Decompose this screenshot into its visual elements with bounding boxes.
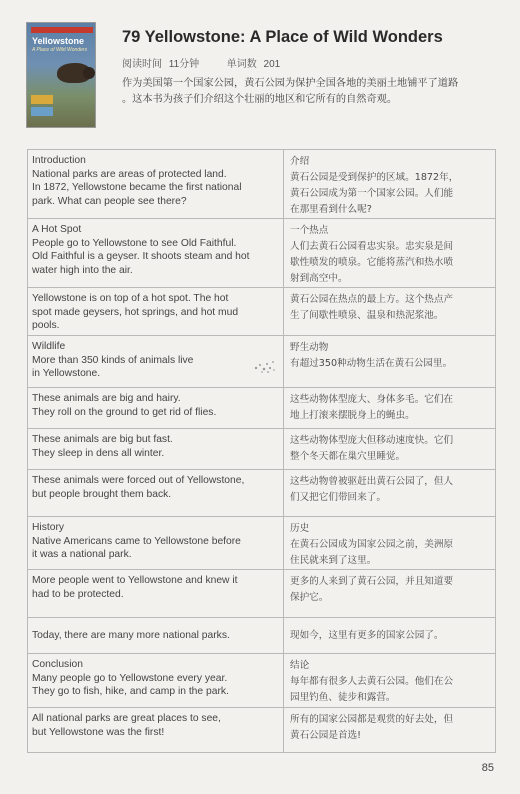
english-line: Many people go to Yellowstone every year. [32, 672, 228, 684]
english-cell [28, 570, 284, 618]
chinese-cell [284, 219, 496, 288]
english-line: spot made geysers, hot springs, and hot mud [32, 306, 239, 318]
english-line: They sleep in dens all winter. [32, 447, 165, 459]
chinese-line: 在黄石公园成为国家公园之前，美洲原 [290, 539, 454, 550]
english-cell [28, 150, 284, 219]
reading-time-label: 阅读时间 [122, 59, 162, 70]
chinese-cell [284, 517, 496, 570]
english-line: water high into the air. [32, 264, 133, 276]
reading-time-value: 11分钟 [168, 59, 200, 70]
reading-meta [122, 55, 284, 70]
english-line: but Yellowstone was the first! [32, 726, 165, 738]
chinese-line: 园里钓鱼、徒步和露营。 [290, 692, 396, 703]
english-line: Yellowstone is on top of a hot spot. The hot [32, 293, 229, 304]
english-line: More people went to Yellowstone and knew it [32, 575, 238, 586]
english-line: park. What can people see there? [32, 195, 187, 207]
english-cell [28, 654, 284, 708]
english-line: Native Americans came to Yellowstone before [32, 535, 241, 547]
english-cell [28, 288, 284, 336]
chinese-line: 所有的国家公园都是观赏的好去处，但 [290, 714, 454, 725]
english-line: Today, there are many more national parks. [32, 629, 230, 641]
chinese-line: 黄石公园在热点的最上方。这个热点产 [290, 294, 454, 305]
cover-title: Yellowstone [32, 36, 85, 46]
table-row [28, 570, 496, 618]
sparkle-decoration-icon [252, 356, 278, 376]
english-cell [28, 618, 284, 654]
chinese-cell [284, 336, 496, 388]
english-cell [28, 388, 284, 429]
chinese-line: 介绍 [290, 156, 310, 167]
english-line: They go to fish, hike, and camp in the park. [32, 686, 229, 697]
bilingual-text-table [27, 149, 496, 753]
chinese-line: 黄石公园是首选! [290, 730, 362, 741]
english-line: Introduction [32, 155, 86, 166]
chinese-line: 生了间歇性喷泉、温泉和热泥浆池。 [290, 310, 444, 321]
table-row [28, 388, 496, 429]
english-line: Old Faithful is a geyser. It shoots steam and hot [32, 251, 250, 262]
chinese-line: 这些动物体型庞大、身体多毛。它们在 [290, 394, 454, 405]
english-line: They roll on the ground to get rid of flies. [32, 406, 217, 418]
chinese-cell [284, 470, 496, 517]
chinese-line: 整个冬天都在巢穴里睡觉。 [290, 451, 406, 462]
table-row [28, 150, 496, 219]
chinese-line: 有超过350种动物生活在黄石公园里。 [290, 358, 453, 369]
chinese-line: 这些动物曾被驱赶出黄石公园了，但人 [290, 476, 454, 487]
intro-line: 作为美国第一个国家公园，黄石公园为保护全国各地的美丽土地铺平了道路 [122, 78, 459, 89]
english-cell [28, 219, 284, 288]
english-line: These animals are big but fast. [32, 434, 173, 445]
english-line: but people brought them back. [32, 488, 172, 500]
table-row [28, 708, 496, 753]
english-line: had to be protected. [32, 588, 124, 600]
english-line: These animals were forced out of Yellowstone, [32, 475, 245, 486]
english-line: A Hot Spot [32, 224, 82, 235]
english-cell [28, 708, 284, 753]
chinese-cell [284, 570, 496, 618]
chinese-line: 歇性喷发的喷泉。它能将蒸汽和热水喷 [290, 257, 454, 268]
english-line: Conclusion [32, 659, 83, 670]
table-row [28, 470, 496, 517]
chinese-line: 保护它。 [290, 592, 329, 603]
chinese-line: 黄石公园成为第一个国家公园。人们能 [290, 188, 454, 199]
chinese-line: 黄石公园是受到保护的区域。1872年， [290, 172, 459, 183]
english-cell [28, 517, 284, 570]
table-row [28, 288, 496, 336]
intro-line: 。这本书为孩子们介绍这个壮丽的地区和它所有的自然奇观。 [122, 94, 398, 105]
chinese-line: 现如今，这里有更多的国家公园了。 [290, 629, 444, 641]
chinese-line: 一个热点 [290, 225, 329, 236]
word-count-value: 201 [263, 59, 281, 70]
english-line: Wildlife [32, 341, 66, 352]
chinese-cell [284, 150, 496, 219]
chinese-line: 历史 [290, 523, 310, 534]
english-line: it was a national park. [32, 549, 132, 560]
bison-head-illustration [83, 67, 95, 79]
word-count-label: 单词数 [226, 59, 257, 70]
book-cover-image [26, 22, 96, 128]
table-row [28, 517, 496, 570]
cover-photo-thumb [31, 107, 53, 116]
chinese-line: 射到高空中。 [290, 273, 348, 284]
english-line: in Yellowstone. [32, 368, 101, 379]
chinese-line: 更多的人来到了黄石公园，并且知道要 [290, 576, 454, 587]
chinese-cell [284, 388, 496, 429]
table-row [28, 219, 496, 288]
english-line: People go to Yellowstone to see Old Faithful. [32, 237, 237, 249]
english-line: pools. [32, 320, 60, 331]
chinese-cell [284, 429, 496, 470]
table-row [28, 429, 496, 470]
page-title: 79 Yellowstone: A Place of Wild Wonders [122, 28, 443, 46]
chinese-cell [284, 618, 496, 654]
english-line: These animals are big and hairy. [32, 393, 181, 404]
chinese-line: 住民就来到了这里。 [290, 555, 377, 566]
cover-subtitle: A Place of Wild Wonders [32, 47, 88, 53]
english-line: In 1872, Yellowstone became the first national [32, 182, 242, 193]
chinese-cell [284, 708, 496, 753]
chinese-cell [284, 288, 496, 336]
chinese-line: 在那里看到什么呢? [290, 204, 372, 215]
english-cell [28, 429, 284, 470]
english-cell [28, 336, 284, 388]
chinese-line: 结论 [290, 660, 310, 671]
cover-banner [31, 27, 93, 33]
chinese-line: 这些动物体型庞大但移动速度快。它们 [290, 435, 454, 446]
chinese-line: 们又把它们带回来了。 [290, 492, 386, 503]
english-line: History [32, 522, 65, 533]
table-row [28, 618, 496, 654]
chinese-cell [284, 654, 496, 708]
chinese-line: 地上打滚来摆脱身上的蝇虫。 [290, 410, 415, 421]
english-line: National parks are areas of protected land. [32, 168, 227, 180]
chinese-line: 每年都有很多人去黄石公园。他们在公 [290, 676, 454, 687]
english-line: All national parks are great places to see, [32, 713, 221, 724]
intro-paragraph [122, 76, 502, 108]
english-cell [28, 470, 284, 517]
english-line: More than 350 kinds of animals live [32, 354, 194, 366]
cover-photo-thumb [31, 95, 53, 104]
table-row [28, 654, 496, 708]
chinese-line: 人们去黄石公园看忠实泉。忠实泉是间 [290, 241, 454, 252]
chinese-line: 野生动物 [290, 342, 329, 353]
page-number: 85 [481, 762, 494, 774]
